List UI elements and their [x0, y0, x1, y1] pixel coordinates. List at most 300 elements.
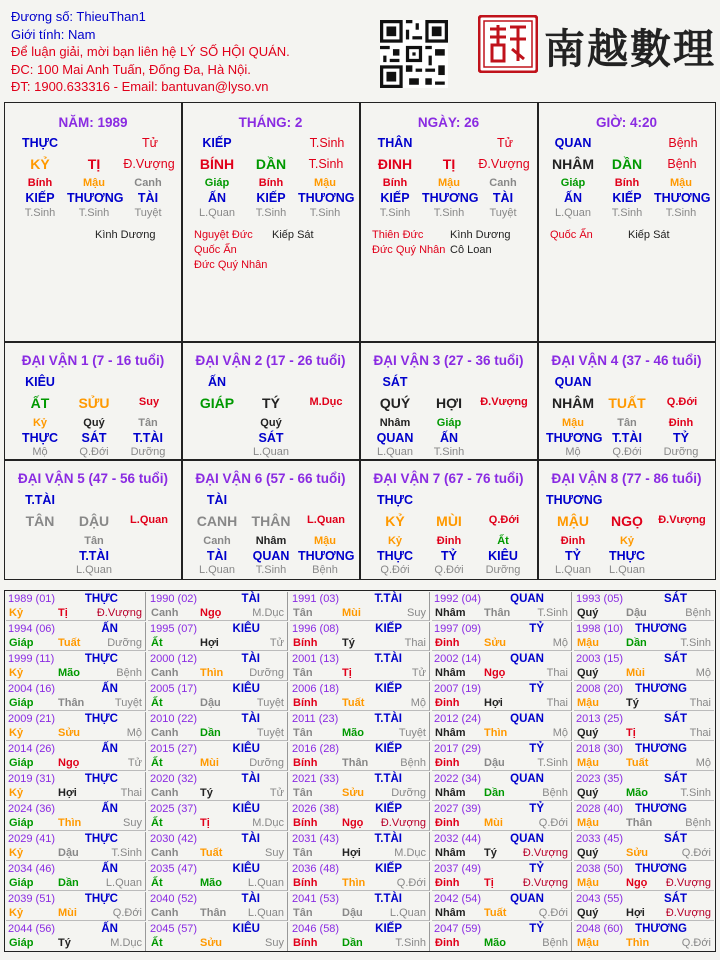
annual-cell[interactable]	[432, 682, 572, 711]
annual-phase: Thai	[404, 637, 426, 649]
annual-stem: Bính	[293, 757, 318, 769]
pillar-branch: TỊ	[442, 156, 456, 172]
dai-van-phase: Suy	[138, 396, 160, 408]
annual-phase: Q.Đới	[538, 907, 568, 919]
annual-cell[interactable]	[6, 592, 146, 621]
annual-cell[interactable]	[574, 802, 714, 831]
annual-cell[interactable]	[432, 772, 572, 801]
annual-branch: Tý	[200, 787, 213, 799]
annual-stem: Nhâm	[435, 607, 466, 619]
annual-phase: Mộ	[552, 637, 568, 649]
annual-cell[interactable]	[290, 682, 430, 711]
pillar-title: NĂM: 1989	[58, 115, 128, 130]
annual-cell[interactable]	[6, 742, 146, 771]
annual-year: 2027 (39)	[434, 803, 482, 815]
annual-stem: Nhâm	[435, 847, 466, 859]
annual-cell[interactable]	[574, 862, 714, 891]
dai-van-title: ĐẠI VẬN 1 (7 - 16 tuổi)	[21, 353, 165, 368]
annual-year: 2011 (23)	[292, 713, 339, 725]
annual-cell[interactable]	[6, 892, 146, 921]
annual-cell[interactable]	[290, 802, 430, 831]
pillar-god-phase: Tử	[496, 136, 513, 150]
annual-cell[interactable]	[148, 832, 288, 861]
annual-god: TỶ	[529, 863, 544, 875]
annual-year: 2031 (43)	[292, 833, 340, 845]
hidden-stem: Đinh	[668, 417, 694, 429]
annual-branch: Thân	[342, 757, 369, 769]
annual-god: SÁT	[664, 713, 687, 725]
annual-stem: Kỷ	[9, 907, 24, 919]
annual-phase: T.Sinh	[111, 847, 142, 859]
annual-phase: Mộ	[126, 727, 142, 739]
hidden-god: TỶ	[441, 549, 457, 563]
annual-branch: Thìn	[58, 817, 82, 829]
annual-phase: Suy	[265, 847, 284, 859]
annual-branch: Thìn	[342, 877, 366, 889]
annual-god: TỶ	[529, 743, 544, 755]
annual-year: 2026 (38)	[292, 803, 340, 815]
annual-god: KIÊU	[232, 683, 260, 695]
hidden-stem: Canh	[203, 535, 231, 547]
annual-year: 2016 (28)	[292, 743, 340, 755]
annual-phase: Mộ	[410, 697, 426, 709]
hidden-god: THỰC	[376, 549, 414, 563]
annual-branch: Mùi	[626, 667, 645, 679]
annual-cell[interactable]	[148, 772, 288, 801]
annual-stem: Mậu	[577, 637, 599, 649]
annual-year: 2041 (53)	[292, 893, 340, 905]
annual-year: 2009 (21)	[8, 713, 56, 725]
annual-cell[interactable]	[6, 712, 146, 741]
annual-year: 2004 (16)	[8, 683, 56, 695]
annual-stem: Canh	[151, 607, 179, 619]
annual-phase: Tử	[411, 667, 426, 679]
annual-cell[interactable]	[6, 772, 146, 801]
annual-year: 2019 (31)	[8, 773, 56, 785]
annual-year: 2044 (56)	[8, 923, 56, 935]
hidden-stem: Giáp	[204, 177, 230, 189]
annual-year: 1990 (02)	[150, 593, 198, 605]
annual-cell[interactable]	[574, 892, 714, 921]
gender-value: Nam	[67, 26, 96, 42]
annual-branch: Tuất	[58, 637, 81, 649]
annual-god: KIÊU	[232, 863, 260, 875]
annual-cell[interactable]	[432, 742, 572, 771]
annual-stem: Đinh	[435, 937, 460, 949]
hidden-god: T.TÀI	[612, 431, 642, 445]
hidden-phase: L.Quan	[376, 446, 414, 458]
annual-stem: Tân	[293, 847, 313, 859]
annual-god: ẤN	[101, 743, 118, 755]
annual-branch: Tý	[484, 847, 497, 859]
dai-van-cell	[5, 343, 181, 459]
pillar-branch: DẦN	[611, 156, 643, 172]
annual-year: 2020 (32)	[150, 773, 198, 785]
annual-phase: Tuyệt	[398, 727, 426, 739]
pillar-branch: TỊ	[87, 156, 101, 172]
owner-row	[11, 8, 290, 26]
hidden-god: TỶ	[673, 431, 689, 445]
annual-phase: Q.Đới	[112, 907, 142, 919]
annual-year: 1995 (07)	[150, 623, 198, 635]
annual-phase: L.Quan	[247, 877, 284, 889]
annual-cell[interactable]	[574, 592, 714, 621]
annual-stem: Tân	[293, 607, 313, 619]
dai-van-god: TÀI	[206, 493, 228, 507]
hidden-phase: T.Sinh	[433, 446, 465, 458]
dai-van-title: ĐẠI VẬN 3 (27 - 36 tuổi)	[373, 353, 524, 368]
pillar-god-phase: T.Sinh	[309, 136, 345, 150]
annual-cell[interactable]	[6, 802, 146, 831]
hidden-god: THƯƠNG	[67, 191, 124, 205]
annual-god: QUAN	[510, 773, 544, 785]
annual-cell[interactable]	[574, 652, 714, 681]
annual-year: 2036 (48)	[292, 863, 340, 875]
annual-cell[interactable]	[148, 652, 288, 681]
hidden-god: QUAN	[376, 431, 414, 445]
annual-cell[interactable]	[148, 922, 288, 951]
annual-stem: Tân	[293, 907, 313, 919]
annual-stem: Đinh	[435, 697, 460, 709]
pillars-grid	[4, 102, 716, 580]
annual-cell[interactable]	[290, 592, 430, 621]
annual-branch: Thìn	[200, 667, 224, 679]
annual-phase: M.Dục	[252, 817, 284, 829]
hidden-phase: Mộ	[32, 446, 48, 458]
annual-branch: Mão	[200, 877, 222, 889]
annual-stem: Canh	[151, 907, 179, 919]
phone-email-line[interactable]: ĐT: 1900.633316 - Email: bantuvan@lyso.vn	[11, 79, 269, 94]
annual-phase: T.Sinh	[537, 607, 568, 619]
annual-year: 2045 (57)	[150, 923, 198, 935]
annual-cell[interactable]	[148, 622, 288, 651]
dai-van-stem: NHÂM	[552, 395, 594, 411]
annual-year: 2012 (24)	[434, 713, 482, 725]
annual-stem: Nhâm	[435, 727, 466, 739]
annual-branch: Tị	[484, 877, 494, 889]
annual-year: 1996 (08)	[292, 623, 340, 635]
hidden-god: THƯƠNG	[298, 549, 355, 563]
annual-branch: Tý	[342, 637, 355, 649]
annual-cell[interactable]	[290, 652, 430, 681]
pillar-phase: Đ.Vượng	[123, 157, 175, 171]
annual-phase: Bệnh	[542, 937, 568, 949]
hidden-stem: Mậu	[438, 177, 460, 189]
annual-cell[interactable]	[148, 892, 288, 921]
annual-branch: Sửu	[342, 787, 365, 799]
annual-branch: Tuất	[200, 847, 223, 859]
annual-year: 2037 (49)	[434, 863, 482, 875]
hidden-god: KIẾP	[612, 191, 642, 205]
annual-year: 2025 (37)	[150, 803, 198, 815]
annual-god: KIẾP	[375, 863, 402, 875]
gender-row	[11, 26, 290, 44]
annual-phase: T.Sinh	[680, 787, 711, 799]
annual-branch: Dậu	[342, 907, 363, 919]
hidden-phase: T.Sinh	[611, 207, 643, 219]
annual-phase: Bệnh	[116, 667, 142, 679]
annual-stem: Kỷ	[9, 607, 24, 619]
annual-cell[interactable]	[574, 772, 714, 801]
annual-phase: Tuyệt	[256, 697, 284, 709]
annual-phase: Thai	[689, 727, 711, 739]
annual-stem: Ất	[151, 937, 163, 949]
annual-year: 2008 (20)	[576, 683, 624, 695]
annual-cell[interactable]	[574, 832, 714, 861]
hidden-stem: Canh	[489, 177, 517, 189]
hidden-stem: Đinh	[560, 535, 586, 547]
annual-phase: Đ.Vượng	[665, 907, 711, 919]
annual-phase: Đ.Vượng	[665, 877, 711, 889]
hidden-phase: L.Quan	[608, 564, 646, 576]
dai-van-stem: QUÝ	[379, 395, 411, 411]
annual-cell[interactable]	[432, 592, 572, 621]
annual-branch: Mùi	[58, 907, 77, 919]
annual-phase: Q.Đới	[538, 817, 568, 829]
star-label: Đức Quý Nhân	[372, 244, 446, 256]
annual-god: KIÊU	[232, 923, 260, 935]
annual-branch: Tị	[626, 727, 636, 739]
dai-van-branch: DẬU	[78, 513, 110, 529]
annual-branch: Dậu	[200, 697, 221, 709]
annual-phase: Tử	[269, 637, 284, 649]
dai-van-god: ẤN	[207, 375, 227, 389]
annual-phase: M.Dục	[252, 607, 284, 619]
annual-branch: Sửu	[58, 727, 81, 739]
annual-branch: Dần	[58, 877, 79, 889]
annual-phase: Suy	[407, 607, 426, 619]
annual-cell[interactable]	[6, 862, 146, 891]
annual-year: 2021 (33)	[292, 773, 340, 785]
annual-god: KIÊU	[232, 623, 260, 635]
hidden-stem: Mậu	[314, 177, 336, 189]
annual-year: 2022 (34)	[434, 773, 482, 785]
annual-branch: Sửu	[484, 637, 507, 649]
hidden-god: KIẾP	[256, 191, 286, 205]
annual-phase: L.Quan	[247, 907, 284, 919]
annual-cell[interactable]	[432, 832, 572, 861]
hidden-stem: Canh	[134, 177, 162, 189]
annual-phase: Dưỡng	[249, 667, 284, 679]
annual-cell[interactable]	[148, 682, 288, 711]
hidden-stem: Tân	[84, 535, 104, 547]
annual-cell[interactable]	[148, 592, 288, 621]
annual-year: 2033 (45)	[576, 833, 624, 845]
pillar-phase: Đ.Vượng	[478, 157, 530, 171]
annual-cell[interactable]	[432, 712, 572, 741]
annual-stem: Đinh	[435, 757, 460, 769]
annual-year: 2046 (58)	[292, 923, 340, 935]
annual-phase: Q.Đới	[396, 877, 426, 889]
annual-cell[interactable]	[290, 742, 430, 771]
annual-stem: Nhâm	[435, 787, 466, 799]
hidden-god: THỰC	[608, 549, 646, 563]
annual-cell[interactable]	[290, 622, 430, 651]
annual-stem: Kỷ	[9, 727, 24, 739]
dai-van-phase: Q.Đới	[666, 396, 698, 408]
hidden-god: KIẾP	[25, 191, 55, 205]
annual-phase: Suy	[123, 817, 142, 829]
annual-year: 2029 (41)	[8, 833, 56, 845]
annual-god: KIẾP	[375, 743, 402, 755]
dai-van-phase: Q.Đới	[488, 514, 520, 526]
annual-stem: Tân	[293, 727, 313, 739]
annual-cell[interactable]	[6, 682, 146, 711]
annual-cell[interactable]	[290, 862, 430, 891]
hidden-phase: Dưỡng	[130, 446, 166, 458]
dai-van-stem: CANH	[196, 513, 238, 529]
annual-stem: Bính	[293, 697, 318, 709]
hidden-stem: Kỷ	[387, 535, 403, 547]
annual-branch: Tuất	[342, 697, 365, 709]
hidden-stem: Nhâm	[255, 535, 287, 547]
hidden-phase: Dưỡng	[663, 446, 699, 458]
annual-branch: Dần	[200, 727, 221, 739]
annual-cell[interactable]	[6, 652, 146, 681]
annual-phase: Mộ	[552, 727, 568, 739]
annual-stem: Mậu	[577, 817, 599, 829]
dai-van-cell	[5, 461, 181, 579]
annual-phase: Thai	[546, 697, 568, 709]
hidden-phase: L.Quan	[554, 564, 592, 576]
pillar-god-phase: Bệnh	[668, 136, 698, 150]
hidden-god: T.TÀI	[79, 549, 109, 563]
pillar-cell	[360, 103, 537, 341]
annual-god: KIÊU	[232, 803, 260, 815]
annual-branch: Tý	[626, 697, 639, 709]
annual-phase: Dưỡng	[107, 637, 142, 649]
annual-god: THỰC	[84, 833, 118, 845]
annual-cell[interactable]	[432, 622, 572, 651]
annual-cell[interactable]	[432, 862, 572, 891]
hidden-god: ẤN	[439, 431, 459, 445]
annual-cell[interactable]	[432, 652, 572, 681]
pillar-branch: DẦN	[255, 156, 287, 172]
annual-cell[interactable]	[574, 742, 714, 771]
owner-value: ThieuThan1	[76, 9, 146, 24]
annual-cell[interactable]	[6, 622, 146, 651]
annual-branch: Thân	[626, 817, 653, 829]
dai-van-branch: THÂN	[251, 513, 291, 529]
annual-god: T.TÀI	[374, 713, 402, 725]
hidden-god: QUAN	[252, 549, 290, 563]
annual-god: KIẾP	[375, 683, 402, 695]
annual-year: 1997 (09)	[434, 623, 482, 635]
annual-phase: Đ.Vượng	[96, 607, 142, 619]
hidden-phase: Q.Đới	[79, 446, 109, 458]
hidden-god: THƯƠNG	[546, 431, 603, 445]
hidden-god: TỶ	[565, 549, 581, 563]
annual-god: THỰC	[84, 713, 118, 725]
star-label: Kình Dương	[450, 229, 511, 241]
owner-label: Đương số:	[11, 9, 74, 24]
annual-branch: Hợi	[58, 787, 77, 799]
annual-cell[interactable]	[574, 682, 714, 711]
hidden-stem: Mậu	[83, 177, 105, 189]
pillar-god: KIẾP	[202, 136, 232, 150]
dai-van-stem: MẬU	[557, 513, 589, 529]
annual-branch: Sửu	[200, 937, 223, 949]
annual-phase: Q.Đới	[681, 847, 711, 859]
hidden-stem: Bính	[258, 177, 284, 189]
annual-year: 1998 (10)	[576, 623, 624, 635]
annual-year: 1999 (11)	[8, 653, 55, 665]
annual-branch: Dậu	[484, 757, 505, 769]
annual-year: 2007 (19)	[434, 683, 482, 695]
annual-stem: Quý	[577, 667, 599, 679]
annual-cell[interactable]	[432, 802, 572, 831]
pillar-god: THÂN	[377, 136, 413, 150]
hidden-god: TÀI	[492, 191, 514, 205]
hidden-stem: Tân	[617, 417, 637, 429]
annual-cell[interactable]	[574, 712, 714, 741]
hidden-stem: Kỷ	[619, 535, 635, 547]
annual-god: TỶ	[529, 623, 544, 635]
annual-year: 2030 (42)	[150, 833, 198, 845]
annual-year: 2000 (12)	[150, 653, 198, 665]
dai-van-god: THƯƠNG	[546, 493, 603, 507]
annual-cell[interactable]	[6, 832, 146, 861]
annual-god: SÁT	[664, 593, 687, 605]
annual-branch: Tị	[342, 667, 352, 679]
annual-phase: Thai	[120, 787, 142, 799]
annual-stem: Tân	[293, 787, 313, 799]
qr-code-icon[interactable]	[380, 20, 448, 88]
hidden-stem: Tân	[138, 417, 158, 429]
annual-cell[interactable]	[290, 892, 430, 921]
hidden-stem: Giáp	[560, 177, 586, 189]
annual-god: ẤN	[101, 623, 118, 635]
annual-cell[interactable]	[574, 922, 714, 951]
star-label: Nguyệt Đức	[194, 229, 253, 241]
annual-cell[interactable]	[148, 712, 288, 741]
dai-van-title: ĐẠI VẬN 2 (17 - 26 tuổi)	[195, 353, 346, 368]
annual-cell[interactable]	[290, 832, 430, 861]
annual-branch: Mão	[484, 937, 506, 949]
pillar-god-phase: Tử	[141, 136, 158, 150]
annual-cell[interactable]	[148, 862, 288, 891]
annual-cell[interactable]	[148, 802, 288, 831]
annual-branch: Hợi	[484, 697, 503, 709]
annual-branch: Dậu	[58, 847, 79, 859]
annual-cell[interactable]	[432, 922, 572, 951]
annual-cell[interactable]	[574, 622, 714, 651]
annual-stem: Tân	[293, 667, 313, 679]
annual-cell[interactable]	[290, 772, 430, 801]
hidden-god: TÀI	[137, 191, 159, 205]
hidden-stem: Nhâm	[379, 417, 411, 429]
pillar-title: GIỜ: 4:20	[595, 115, 658, 130]
annual-year: 2038 (50)	[576, 863, 624, 875]
annual-year: 2035 (47)	[150, 863, 198, 875]
annual-god: KIẾP	[375, 623, 402, 635]
annual-god: KIẾP	[375, 803, 402, 815]
annual-phase: Tuyệt	[256, 727, 284, 739]
annual-stem: Ất	[151, 817, 163, 829]
annual-phase: Q.Đới	[681, 937, 711, 949]
annual-cell[interactable]	[290, 712, 430, 741]
annual-phase: Tử	[127, 757, 142, 769]
annual-god: QUAN	[510, 713, 544, 725]
annual-cell[interactable]	[148, 742, 288, 771]
annual-stem: Giáp	[9, 877, 34, 889]
annual-phase: Mộ	[695, 757, 711, 769]
annual-god: SÁT	[664, 833, 687, 845]
annual-cell[interactable]	[432, 892, 572, 921]
dai-van-phase: M.Dục	[309, 396, 343, 408]
annual-cell[interactable]	[6, 922, 146, 951]
annual-cell[interactable]	[290, 922, 430, 951]
